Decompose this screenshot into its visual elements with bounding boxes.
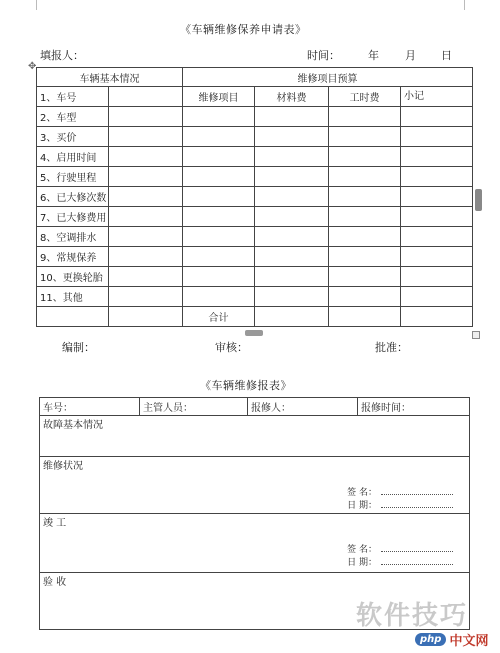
- date-blank[interactable]: [381, 556, 453, 565]
- table-row: [40, 514, 470, 573]
- table-resize-corner-icon[interactable]: [472, 331, 480, 339]
- table-row: [37, 187, 473, 207]
- table-row: [37, 267, 473, 287]
- section-basic-header: 车辆基本情况: [37, 68, 183, 87]
- year-label: 年: [368, 49, 379, 62]
- fault-label: 故障基本情况: [43, 420, 103, 431]
- approved-label: 批准：: [375, 341, 408, 354]
- table-row: [37, 307, 473, 327]
- table-cell[interactable]: [37, 307, 109, 327]
- table-cell[interactable]: [329, 307, 401, 327]
- table-cell[interactable]: [183, 107, 255, 127]
- table-cell[interactable]: [183, 247, 255, 267]
- table-bottom-resize-handle[interactable]: [245, 330, 263, 336]
- row-label: 10、更换轮胎: [37, 267, 109, 287]
- table-row: [37, 247, 473, 267]
- table-cell[interactable]: [109, 127, 183, 147]
- table-cell[interactable]: [109, 147, 183, 167]
- table-cell[interactable]: [255, 147, 329, 167]
- table-cell[interactable]: [255, 127, 329, 147]
- completion-label: 竣 工: [43, 518, 67, 529]
- table-cell[interactable]: [109, 207, 183, 227]
- table-cell[interactable]: [401, 307, 473, 327]
- site-logo: [415, 629, 497, 649]
- table-cell[interactable]: [183, 267, 255, 287]
- form2-title: 《车辆维修报表》: [200, 379, 292, 392]
- table-cell[interactable]: [109, 187, 183, 207]
- date-label: 日 期：: [347, 501, 377, 511]
- table-cell[interactable]: [255, 167, 329, 187]
- section-budget-header: 维修项目预算: [183, 68, 473, 87]
- car-no-label[interactable]: 车号：: [40, 398, 140, 416]
- row-label: 1、车号: [37, 87, 109, 107]
- table-cell[interactable]: [329, 287, 401, 307]
- table-cell[interactable]: [401, 147, 473, 167]
- sign-blank[interactable]: [381, 543, 453, 552]
- date-blank[interactable]: [381, 499, 453, 508]
- table-row: [37, 107, 473, 127]
- table-cell[interactable]: [255, 247, 329, 267]
- table-header-row: [37, 68, 473, 87]
- report-time-label[interactable]: 报修时间：: [358, 398, 470, 416]
- fault-section[interactable]: [40, 416, 470, 457]
- total-label: 合计: [183, 307, 255, 327]
- sign-blank[interactable]: [381, 486, 453, 495]
- table-cell[interactable]: [109, 107, 183, 127]
- page-corner-mark: [26, 0, 37, 10]
- table-row: [37, 87, 473, 107]
- table-cell[interactable]: [183, 167, 255, 187]
- table-cell[interactable]: [255, 207, 329, 227]
- page-corner-mark: [464, 0, 475, 10]
- completion-section[interactable]: [40, 514, 470, 573]
- table-cell[interactable]: [401, 227, 473, 247]
- reviewed-label: 审核：: [215, 341, 248, 354]
- table-cell[interactable]: [255, 267, 329, 287]
- sign-label: 签 名：: [347, 545, 377, 555]
- logo-cn: 中文网: [449, 633, 489, 649]
- table-row: [37, 127, 473, 147]
- table-row: [37, 227, 473, 247]
- col-item-header: 维修项目: [183, 87, 255, 107]
- filler-label: 填报人：: [40, 49, 84, 62]
- table-row: [40, 416, 470, 457]
- maintenance-application-table: [36, 67, 473, 327]
- table-cell[interactable]: [329, 207, 401, 227]
- table-cell[interactable]: [183, 227, 255, 247]
- table-cell[interactable]: [183, 287, 255, 307]
- table-cell[interactable]: [109, 307, 183, 327]
- table-cell[interactable]: [255, 227, 329, 247]
- watermark-text: 软件技巧: [356, 601, 469, 631]
- row-label: 8、空调排水: [37, 227, 109, 247]
- table-row: [40, 457, 470, 514]
- repair-date-line: [347, 498, 453, 511]
- table-cell[interactable]: [109, 167, 183, 187]
- table-cell[interactable]: [401, 187, 473, 207]
- row-label: 4、启用时间: [37, 147, 109, 167]
- col-subtotal-header: 小记: [401, 87, 473, 107]
- table-move-handle-icon[interactable]: ✥: [28, 61, 37, 72]
- table-cell[interactable]: [401, 167, 473, 187]
- table-row: [40, 398, 470, 416]
- time-label: 时间：: [307, 49, 340, 62]
- table-cell[interactable]: [109, 267, 183, 287]
- table-cell[interactable]: [329, 267, 401, 287]
- manager-label[interactable]: 主管人员：: [140, 398, 248, 416]
- repair-section[interactable]: [40, 457, 470, 514]
- col-material-header: 材料费: [255, 87, 329, 107]
- table-cell[interactable]: [329, 107, 401, 127]
- table-cell[interactable]: [329, 187, 401, 207]
- reporter-label[interactable]: 报修人：: [248, 398, 358, 416]
- table-row: [37, 167, 473, 187]
- table-cell[interactable]: [401, 267, 473, 287]
- table-row: [37, 147, 473, 167]
- table-cell[interactable]: [401, 247, 473, 267]
- row-label: 11、其他: [37, 287, 109, 307]
- compiled-label: 编制：: [62, 341, 95, 354]
- month-label: 月: [405, 49, 416, 62]
- table-cell[interactable]: [109, 227, 183, 247]
- logo-php: php: [415, 633, 446, 646]
- table-cell[interactable]: [401, 127, 473, 147]
- date-label: 日 期：: [347, 558, 377, 568]
- day-label: 日: [441, 49, 452, 62]
- row-label: 6、已大修次数: [37, 187, 109, 207]
- table-cell[interactable]: [329, 227, 401, 247]
- table-cell[interactable]: [401, 207, 473, 227]
- table-cell[interactable]: [329, 127, 401, 147]
- col-labor-header: 工时费: [329, 87, 401, 107]
- row-label: 5、行驶里程: [37, 167, 109, 187]
- table-row: [37, 287, 473, 307]
- table-cell[interactable]: [329, 167, 401, 187]
- table-cell[interactable]: [401, 107, 473, 127]
- table-cell[interactable]: [183, 127, 255, 147]
- table-cell[interactable]: [255, 307, 329, 327]
- table-row: [37, 207, 473, 227]
- completion-date-line: [347, 555, 453, 568]
- repair-label: 维修状况: [43, 461, 83, 472]
- table-cell[interactable]: [329, 247, 401, 267]
- form1-title: 《车辆维修保养申请表》: [180, 23, 307, 36]
- table-cell[interactable]: [109, 247, 183, 267]
- table-cell[interactable]: [109, 287, 183, 307]
- row-label: 9、常规保养: [37, 247, 109, 267]
- table-cell[interactable]: [183, 207, 255, 227]
- acceptance-label: 验 收: [43, 577, 67, 588]
- table-cell[interactable]: [255, 287, 329, 307]
- row-label: 7、已大修费用: [37, 207, 109, 227]
- table-cell[interactable]: [329, 147, 401, 167]
- repair-sign-line: [347, 485, 453, 498]
- table-cell[interactable]: [401, 287, 473, 307]
- table-cell[interactable]: [109, 87, 183, 107]
- table-cell[interactable]: [183, 187, 255, 207]
- row-label: 3、买价: [37, 127, 109, 147]
- table-cell[interactable]: [255, 187, 329, 207]
- table-side-resize-handle[interactable]: [475, 189, 482, 211]
- completion-sign-line: [347, 542, 453, 555]
- table-cell[interactable]: [255, 107, 329, 127]
- row-label: 2、车型: [37, 107, 109, 127]
- sign-label: 签 名：: [347, 488, 377, 498]
- table-cell[interactable]: [183, 147, 255, 167]
